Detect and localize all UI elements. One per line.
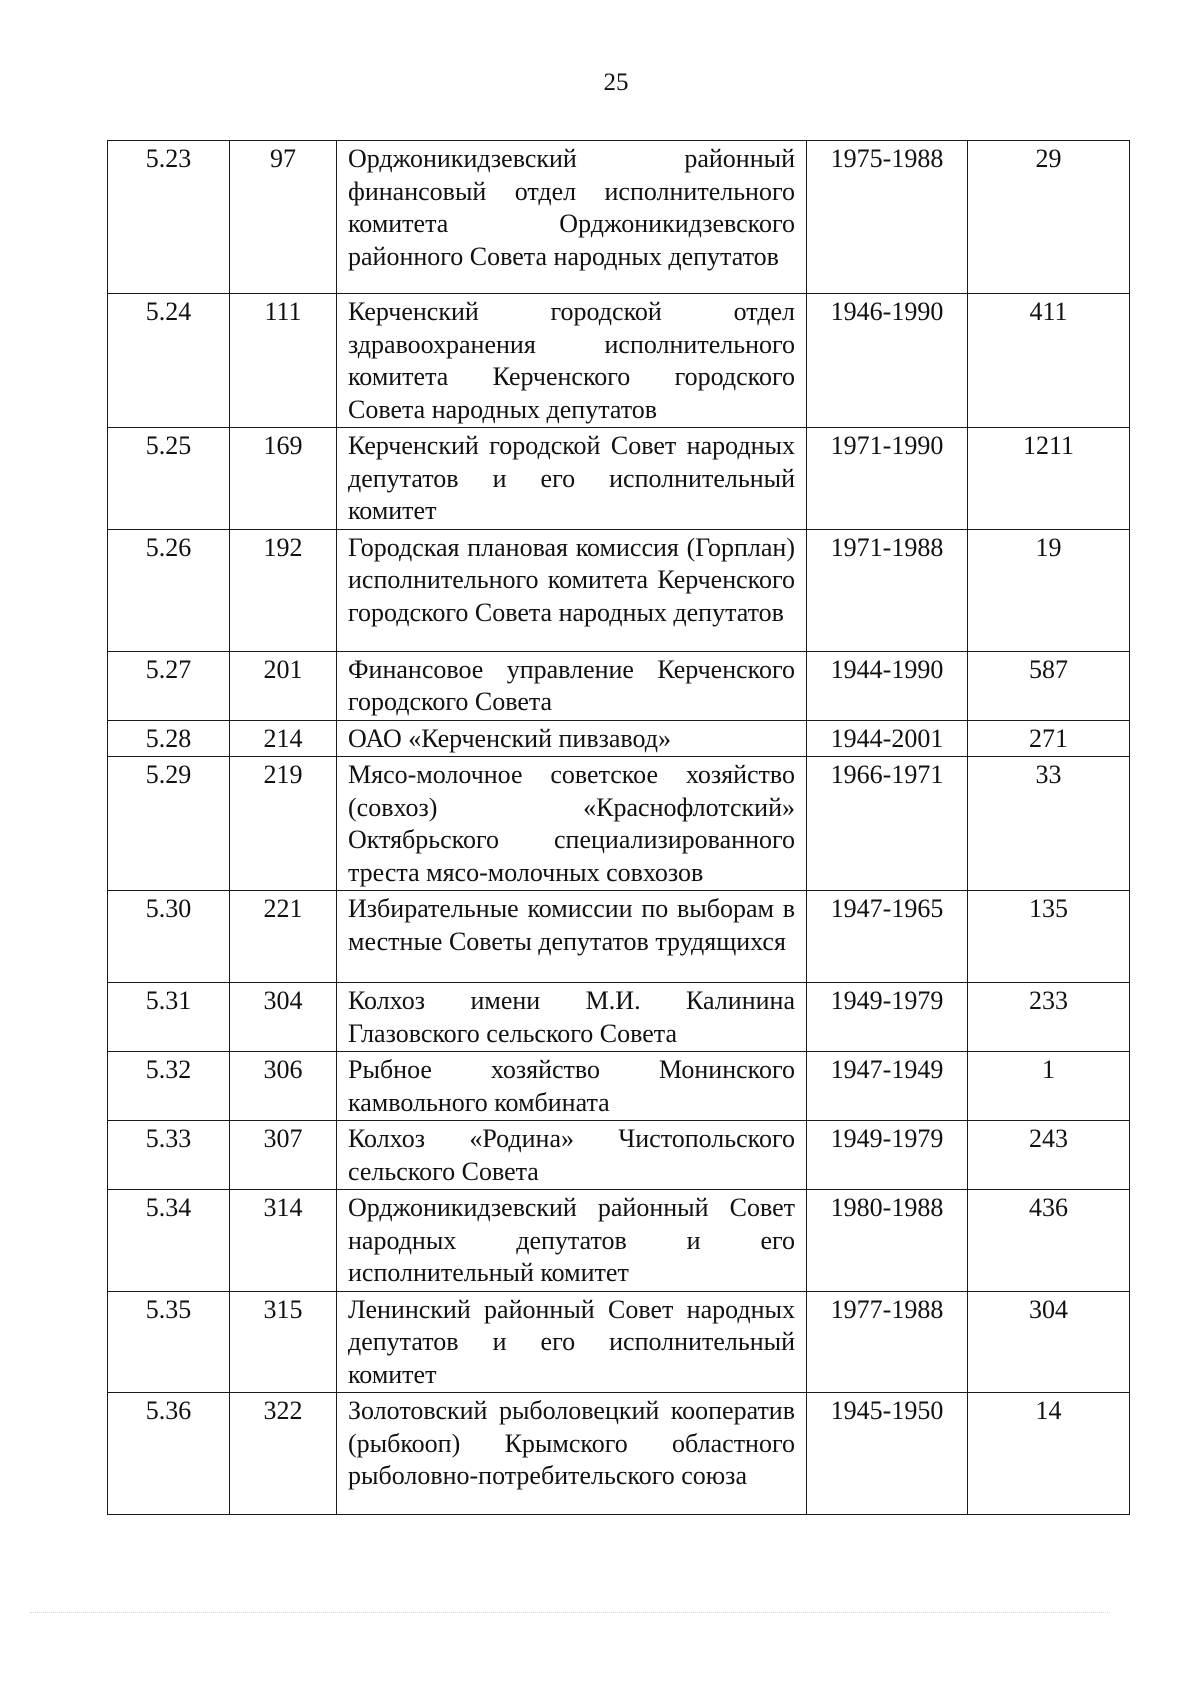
date-range: 1980-1988 [830, 1193, 944, 1222]
table-row [108, 1393, 1130, 1515]
item-count-cell [968, 1393, 1130, 1515]
fund-number-cell [230, 1190, 337, 1292]
row-number-cell [108, 294, 230, 428]
fund-number: 304 [263, 986, 303, 1015]
fund-name-cell [337, 294, 807, 428]
date-range: 1975-1988 [830, 144, 944, 173]
item-count: 233 [1029, 986, 1068, 1015]
date-range-cell [807, 1291, 968, 1393]
item-count-cell [968, 294, 1130, 428]
item-count-cell [968, 1121, 1130, 1190]
item-count-cell [968, 428, 1130, 530]
date-range: 1977-1988 [830, 1294, 944, 1324]
item-count: 1211 [1022, 431, 1075, 460]
fund-number-cell [230, 294, 337, 428]
fund-number: 219 [263, 760, 303, 789]
fund-name: Керченский городской отдел здравоохранения исполнительного комитета Керченского городского Совета народных депутатов [348, 297, 795, 424]
table-row [108, 651, 1130, 720]
table-row [108, 1052, 1130, 1121]
fund-number-cell [230, 757, 337, 891]
date-range: 1947-1965 [830, 894, 944, 923]
fund-name: Колхоз «Родина» Чистопольского сельского Совета [348, 1124, 795, 1186]
fund-number-cell [230, 141, 337, 294]
item-count-cell [968, 651, 1130, 720]
date-range: 1944-2001 [830, 723, 944, 753]
fund-name: Ленинский районный Совет народных депутатов и его исполнительный комитет [348, 1294, 795, 1389]
date-range: 1971-1988 [830, 532, 944, 562]
row-number-cell [108, 1190, 230, 1292]
item-count: 33 [1035, 760, 1062, 789]
item-count-cell [968, 1190, 1130, 1292]
table-row [108, 720, 1130, 757]
fund-number-cell [230, 983, 337, 1052]
date-range: 1944-1990 [830, 654, 944, 684]
row-number: 5.26 [145, 532, 192, 562]
date-range-cell [807, 428, 968, 530]
date-range: 1946-1990 [830, 297, 944, 326]
fund-number: 221 [263, 894, 303, 923]
date-range-cell [807, 651, 968, 720]
row-number-cell [108, 428, 230, 530]
item-count: 29 [1035, 144, 1062, 173]
item-count-cell [968, 720, 1130, 757]
fund-name: Рыбное хозяйство Монинского камвольного комбината [348, 1055, 795, 1117]
fund-name-cell [337, 757, 807, 891]
row-number: 5.27 [145, 654, 192, 684]
date-range-cell [807, 1393, 968, 1515]
fund-name-cell [337, 1190, 807, 1292]
fund-number: 97 [270, 144, 296, 173]
row-number-cell [108, 757, 230, 891]
fund-name: Керченский городской Совет народных депутатов и его исполнительный комитет [348, 431, 795, 525]
row-number: 5.23 [145, 144, 192, 173]
fund-name: Мясо-молочное советское хозяйство (совхоз) «Краснофлотский» Октябрьского специализированного треста мясо-молочных совхозов [348, 760, 795, 887]
date-range-cell [807, 1121, 968, 1190]
row-number: 5.36 [145, 1396, 192, 1425]
item-count-cell [968, 141, 1130, 294]
fund-number-cell [230, 428, 337, 530]
item-count: 436 [1029, 1193, 1068, 1222]
row-number-cell [108, 1291, 230, 1393]
fund-name: Избирательные комиссии по выборам в местные Советы депутатов трудящихся [348, 894, 795, 956]
table-row [108, 428, 1130, 530]
row-number: 5.29 [145, 760, 192, 789]
fund-name-cell [337, 891, 807, 983]
fund-name-cell [337, 1291, 807, 1393]
item-count-cell [968, 1052, 1130, 1121]
date-range: 1947-1949 [830, 1055, 944, 1084]
fund-name-cell [337, 1052, 807, 1121]
fund-number: 192 [263, 532, 303, 562]
row-number: 5.31 [145, 986, 192, 1015]
fund-number-cell [230, 1052, 337, 1121]
row-number-cell [108, 1052, 230, 1121]
row-number: 5.25 [145, 431, 192, 460]
fund-number: 214 [263, 723, 303, 753]
fund-name: Финансовое управление Керченского городского Совета [348, 654, 795, 716]
row-number: 5.33 [145, 1124, 192, 1153]
row-number: 5.32 [145, 1055, 192, 1084]
date-range-cell [807, 294, 968, 428]
fund-number: 111 [264, 297, 302, 326]
table-body [108, 141, 1130, 1515]
fund-number: 315 [263, 1294, 303, 1324]
row-number: 5.35 [145, 1294, 192, 1324]
date-range-cell [807, 720, 968, 757]
fund-name-cell [337, 1121, 807, 1190]
item-count: 587 [1029, 654, 1068, 684]
item-count: 19 [1035, 532, 1062, 562]
row-number-cell [108, 720, 230, 757]
table-row [108, 891, 1130, 983]
item-count: 135 [1029, 894, 1068, 923]
item-count-cell [968, 1291, 1130, 1393]
fund-number: 307 [263, 1124, 303, 1153]
row-number-cell [108, 529, 230, 651]
item-count: 271 [1029, 723, 1068, 753]
table-row [108, 141, 1130, 294]
fund-number-cell [230, 891, 337, 983]
fund-name-cell [337, 529, 807, 651]
row-number: 5.28 [145, 723, 192, 753]
row-number-cell [108, 891, 230, 983]
fund-number: 201 [263, 654, 303, 684]
table-row [108, 1121, 1130, 1190]
fund-registry-table [107, 140, 1130, 1515]
fund-name: ОАО «Керченский пивзавод» [348, 723, 672, 753]
fund-number-cell [230, 1121, 337, 1190]
fund-name-cell [337, 983, 807, 1052]
date-range-cell [807, 1190, 968, 1292]
fund-number: 322 [263, 1396, 303, 1425]
item-count: 243 [1029, 1124, 1068, 1153]
row-number-cell [108, 651, 230, 720]
date-range-cell [807, 891, 968, 983]
row-number-cell [108, 1121, 230, 1190]
item-count-cell [968, 529, 1130, 651]
date-range-cell [807, 757, 968, 891]
fund-name: Золотовский рыболовецкий кооператив (рыбкооп) Крымского областного рыболовно-потребительского союза [348, 1396, 795, 1490]
fund-name-cell [337, 1393, 807, 1515]
fund-number-cell [230, 720, 337, 757]
date-range: 1945-1950 [830, 1396, 944, 1425]
item-count: 411 [1029, 297, 1068, 326]
table-row [108, 757, 1130, 891]
item-count: 14 [1035, 1396, 1062, 1425]
date-range-cell [807, 529, 968, 651]
row-number: 5.30 [145, 894, 192, 923]
fund-name: Колхоз имени М.И. Калинина Глазовского сельского Совета [348, 986, 795, 1048]
table-row [108, 1291, 1130, 1393]
fund-number: 306 [263, 1055, 303, 1084]
date-range: 1949-1979 [830, 1124, 944, 1153]
date-range: 1949-1979 [830, 986, 944, 1015]
fund-number-cell [230, 651, 337, 720]
fund-number-cell [230, 1393, 337, 1515]
item-count-cell [968, 983, 1130, 1052]
item-count: 304 [1029, 1294, 1068, 1324]
date-range: 1971-1990 [830, 431, 944, 460]
date-range-cell [807, 983, 968, 1052]
date-range-cell [807, 1052, 968, 1121]
fund-number: 169 [263, 431, 303, 460]
item-count-cell [968, 757, 1130, 891]
fund-name-cell [337, 141, 807, 294]
fund-number-cell [230, 1291, 337, 1393]
date-range-cell [807, 141, 968, 294]
date-range: 1966-1971 [830, 760, 944, 789]
table-row [108, 529, 1130, 651]
fund-number: 314 [263, 1193, 303, 1222]
fund-name: Орджоникидзевский районный Совет народных депутатов и его исполнительный комитет [348, 1193, 795, 1287]
scan-artifact-line [30, 1612, 1110, 1614]
row-number: 5.34 [145, 1193, 192, 1222]
table-row [108, 1190, 1130, 1292]
row-number-cell [108, 983, 230, 1052]
fund-name-cell [337, 720, 807, 757]
item-count: 1 [1042, 1055, 1055, 1084]
fund-name-cell [337, 651, 807, 720]
fund-number-cell [230, 529, 337, 651]
fund-name-cell [337, 428, 807, 530]
fund-name: Городская плановая комиссия (Горплан) исполнительного комитета Керченского городского Совета народных депутатов [348, 532, 795, 627]
fund-name: Орджоникидзевский районный финансовый отдел исполнительного комитета Орджоникидзевского районного Совета народных депутатов [348, 144, 795, 271]
page-number: 25 [603, 69, 629, 96]
row-number-cell [108, 141, 230, 294]
row-number: 5.24 [145, 297, 192, 326]
table-row [108, 294, 1130, 428]
row-number-cell [108, 1393, 230, 1515]
table-row [108, 983, 1130, 1052]
item-count-cell [968, 891, 1130, 983]
